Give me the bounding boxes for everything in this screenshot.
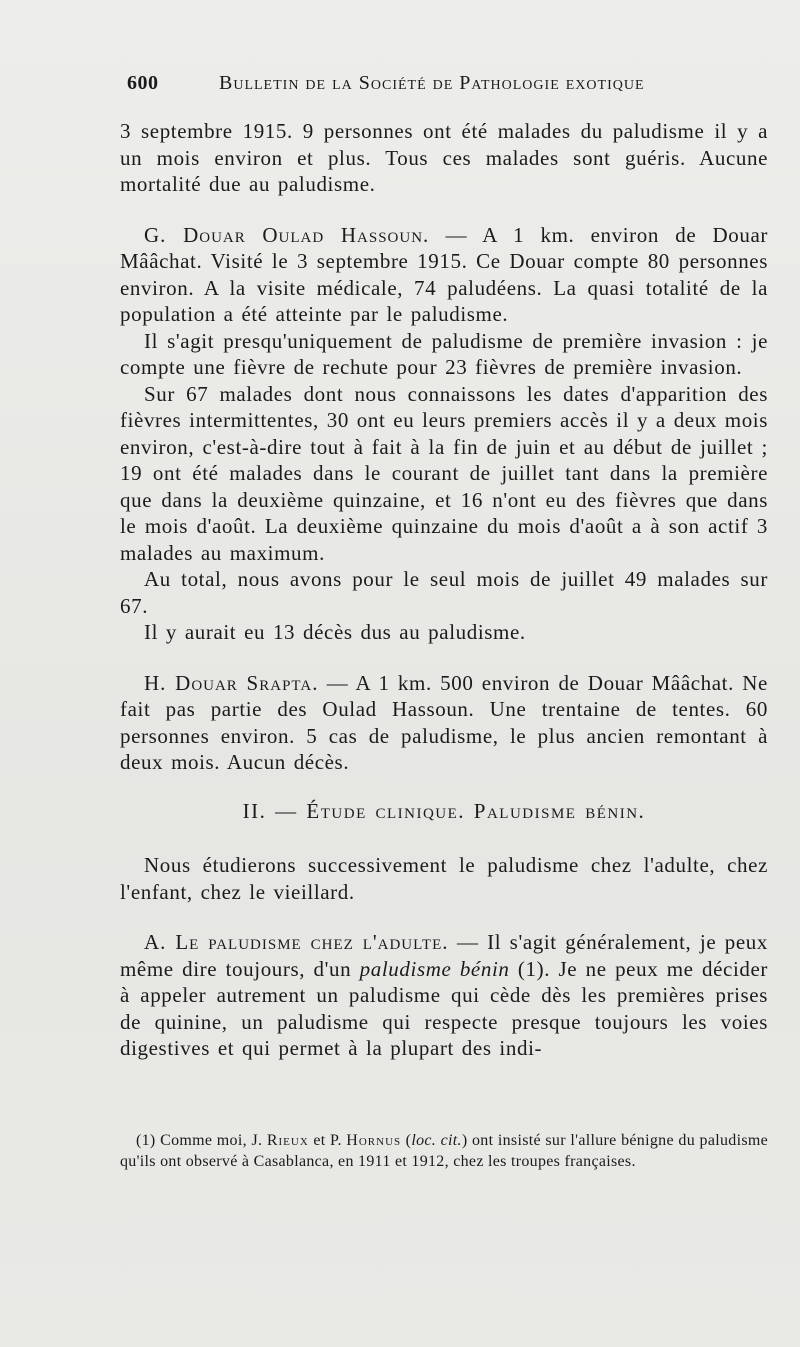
section-label-g: G. Douar Oulad Hassoun. — [144, 222, 430, 247]
footnote-segment: (1) Comme moi, J. — [136, 1132, 267, 1149]
page-header — [127, 72, 687, 102]
paragraph-adulte — [120, 929, 768, 1062]
section-label-a: A. Le paludisme chez l'adulte. — [144, 930, 449, 954]
paragraph-text: — A 1 km. 500 environ de Douar Mââchat. Ne fait pas partie des Oulad Hassoun. Une trentaine de tentes. 60 personnes environ. 5 cas de paludisme, le plus ancien remontant à deux mois. Aucun décès. — [120, 670, 768, 774]
footnote-segment: et P. — [308, 1132, 347, 1149]
body-text — [120, 118, 768, 1062]
paragraph-deces: Il y aurait eu 13 décès dus au paludisme. — [144, 620, 526, 644]
page-number: 600 — [127, 72, 159, 94]
paragraph-douar-srapta — [120, 670, 768, 776]
paragraph-intro-clinique: Nous étudierons successivement le paludisme chez l'adulte, chez l'enfant, chez le vieillard. — [120, 853, 768, 904]
paragraph-total: Au total, nous avons pour le seul mois de juillet 49 malades sur 67. — [120, 567, 768, 618]
footnote-citation: loc. cit. — [411, 1132, 462, 1149]
paragraph-douar-oulad-hassoun — [120, 222, 768, 328]
paragraph-dates: Sur 67 malades dont nous connaissons les dates d'apparition des fièvres intermittentes, 30 ont eu leurs premiers accès il y a deux mois environ, c'est-à-dire tout à fait à la fin de juin et au début de juillet ; 19 ont été malades dans le courant de juillet tant dans la première que dans la deuxième quinzaine, et 16 n'ont eu des fièvres que dans le mois d'août. La deuxième quinzaine du mois d'août a à son actif 3 malades au maximum. — [120, 381, 769, 565]
section-heading: II. — Étude clinique. Paludisme bénin. — [242, 798, 646, 823]
footnote-author: Hornus — [346, 1132, 402, 1149]
paragraph-text: — Il s'agit généralement, je peux même dire toujours, d'un — [120, 930, 768, 981]
paragraph-text: — A 1 km. environ de Douar Mââchat. Visité le 3 septembre 1915. Ce Douar compte 80 personnes environ. A la visite médicale, 74 paludéens. La quasi totalité de la population a été atteinte par le paludisme. — [120, 222, 768, 326]
footnote-segment: ( — [401, 1132, 412, 1149]
italic-term: paludisme bénin — [359, 956, 510, 981]
paragraph-invasion: Il s'agit presqu'uniquement de paludisme de première invasion : je compte une fièvre de rechute pour 23 fièvres de première invasion. — [120, 328, 768, 379]
paragraph-text: (1). Je ne peux me décider à appeler autrement un paludisme qui cède dès les premières prises de quinine, un paludisme qui respecte presque toujours les voies digestives et qui permet à la plupart des indi- — [120, 956, 769, 1060]
footnote-text — [120, 1130, 768, 1172]
footnote-segment: ) ont insisté sur l'allure bénigne du paludisme qu'ils ont observé à Casablanca, en 1911 et 1912, chez les troupes françaises. — [120, 1132, 769, 1170]
paragraph-continuation: 3 septembre 1915. 9 personnes ont été malades du paludisme il y a un mois environ et plus. Tous ces malades sont guéris. Aucune mortalité due au paludisme. — [120, 119, 768, 196]
section-label-h: H. Douar Srapta. — [144, 670, 319, 695]
footnote-author: Rieux — [266, 1132, 309, 1149]
footnote — [120, 1130, 768, 1172]
running-title: Bulletin de la Société de Pathologie exotique — [219, 72, 645, 94]
